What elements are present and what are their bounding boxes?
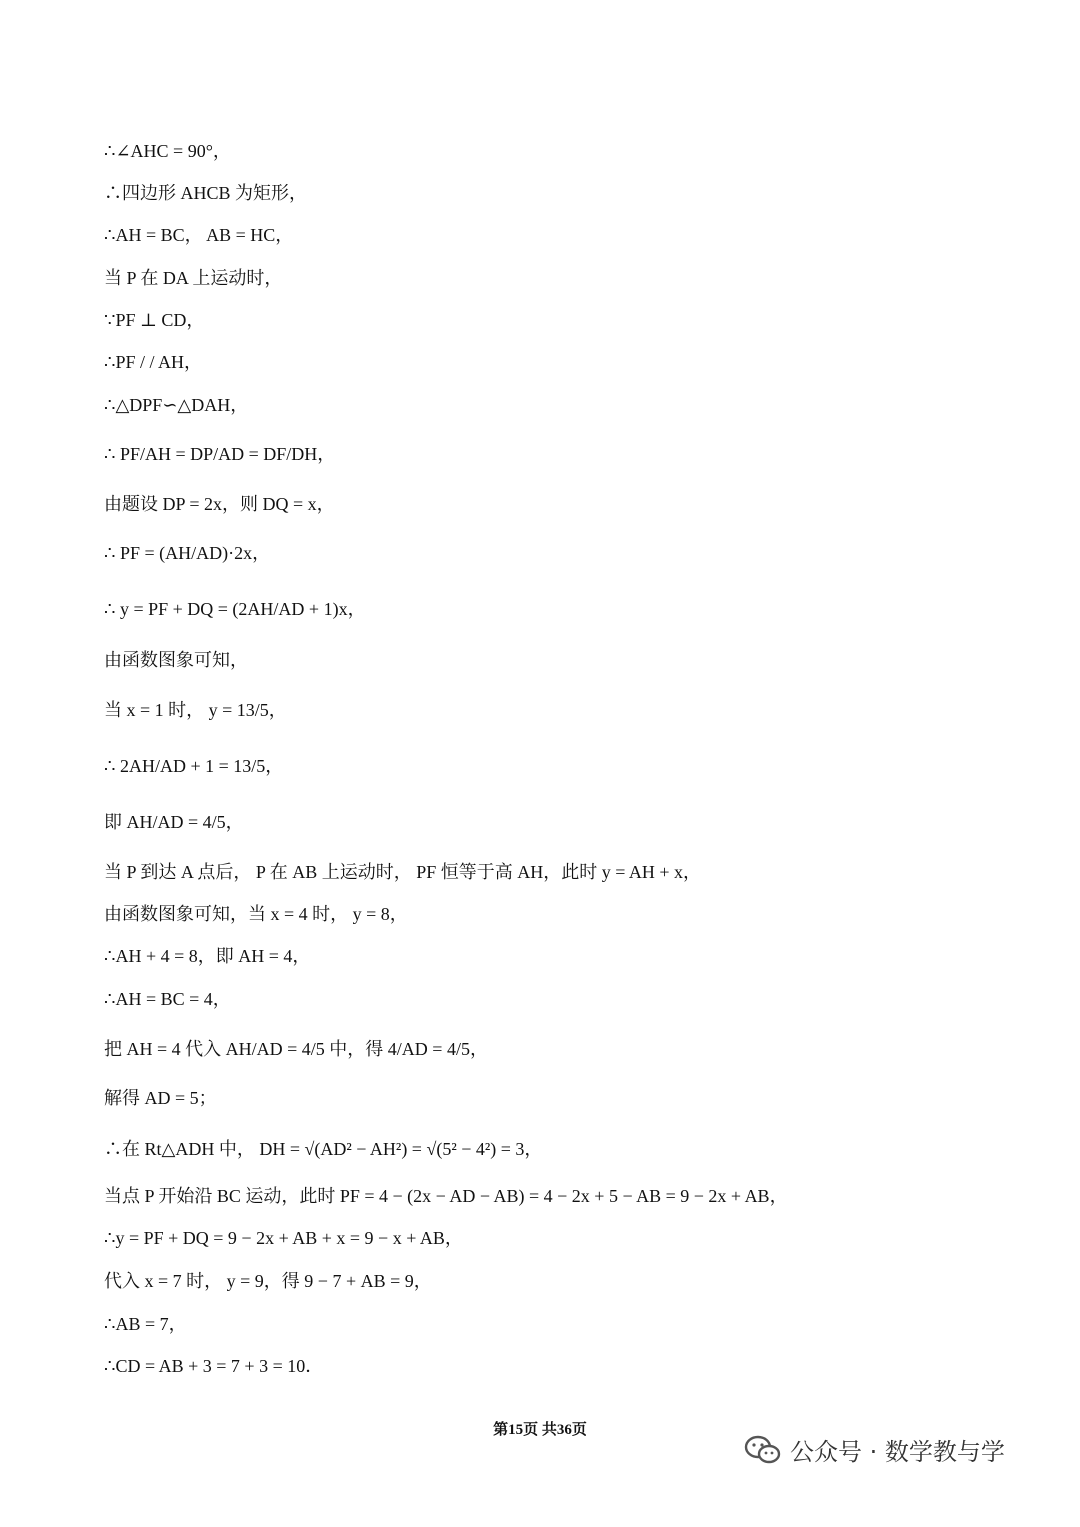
- solution-line: ∴四边形 AHCB 为矩形，: [104, 183, 308, 203]
- solution-line: ∴ 2AH/AD + 1 = 13/5，: [104, 756, 284, 776]
- solution-line: ∴CD = AB + 3 = 7 + 3 = 10．: [104, 1356, 324, 1376]
- solution-line: ∴AH = BC = 4，: [104, 989, 231, 1009]
- solution-line: 解得 AD = 5；: [104, 1088, 217, 1108]
- solution-line: 把 AH = 4 代入 AH/AD = 4/5 中，得 4/AD = 4/5，: [104, 1039, 488, 1059]
- solution-line: ∴y = PF + DQ = 9 − 2x + AB + x = 9 − x + AB，: [104, 1228, 463, 1248]
- solution-line: 由题设 DP = 2x，则 DQ = x，: [104, 494, 335, 514]
- solution-line: 当 x = 1 时， y = 13/5，: [104, 700, 287, 720]
- solution-line: ∴△DPF∽△DAH，: [104, 395, 249, 415]
- watermark: [744, 1432, 1005, 1467]
- solution-line: 代入 x = 7 时， y = 9，得 9 − 7 + AB = 9，: [104, 1271, 432, 1291]
- solution-line: ∴ PF = (AH/AD)·2x，: [104, 543, 271, 563]
- solution-line: ∵PF ⊥ CD，: [104, 310, 205, 330]
- solution-line: ∴ PF/AH = DP/AD = DF/DH，: [104, 444, 336, 464]
- solution-line: 当点 P 开始沿 BC 运动，此时 PF = 4 − (2x − AD − AB) = 4 − 2x + 5 − AB = 9 − 2x + AB，: [104, 1186, 788, 1206]
- watermark-text: 公众号 · 数学教与学: [790, 1438, 1005, 1466]
- solution-line: ∴ y = PF + DQ = (2AH/AD + 1)x，: [104, 599, 366, 619]
- solution-line: ∴AH + 4 = 8，即 AH = 4，: [104, 946, 311, 966]
- solution-line: ∴AB = 7，: [104, 1314, 187, 1334]
- solution-line: ∴∠AHC = 90°，: [104, 141, 231, 161]
- solution-line: 由函数图象可知，: [104, 650, 248, 670]
- wechat-icon: [744, 1434, 782, 1466]
- solution-line: ∴在 Rt△ADH 中， DH = √(AD² − AH²) = √(5² − 4²) = 3，: [104, 1139, 543, 1159]
- solution-line: ∴PF / / AH，: [104, 352, 202, 372]
- solution-line: ∴AH = BC， AB = HC，: [104, 225, 294, 245]
- solution-line: 当 P 在 DA 上运动时，: [104, 268, 283, 288]
- page-number: 第15页 共36页: [493, 1422, 587, 1438]
- solution-line: 由函数图象可知，当 x = 4 时， y = 8，: [104, 904, 408, 924]
- solution-line: 即 AH/AD = 4/5，: [104, 812, 244, 832]
- solution-line: 当 P 到达 A 点后， P 在 AB 上运动时， PF 恒等于高 AH，此时 y = AH + x，: [104, 862, 702, 882]
